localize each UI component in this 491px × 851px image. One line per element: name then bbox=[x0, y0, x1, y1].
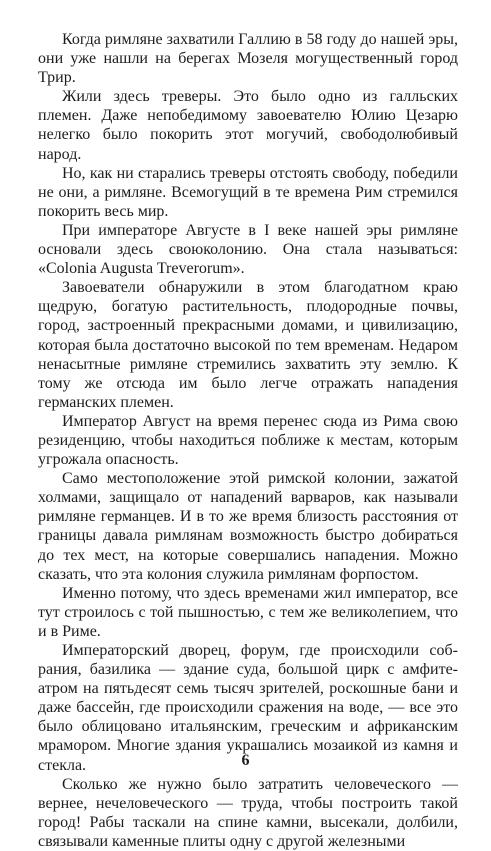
paragraph-9: Императорский дворец, форум, где происходили собрания, базилика — здание суда, большой цирк с амфитеатром на пятьдесят семь тысяч зрителей, роскошные бани и даже бассейн, где происходили сражения на воде, — все это было облицовано итальянским, греческим и африканским мрамором. Многие здания украшались мозаикой из камня и стекла. bbox=[38, 642, 458, 774]
paragraph-10: Сколько же нужно было затратить человеческого — вернее, нечеловеческого — труда, чтобы построить такой город! Рабы таскали на спине камни, высекали, долбили, связывали каменные плиты одну с другой железными bbox=[38, 775, 458, 850]
paragraph-2: Жили здесь треверы. Это было одно из галльских племен. Даже непобедимому завоевателю Юлию Цезарю нелегко было покорить этот могучий, свободолюбивый народ. bbox=[38, 88, 458, 163]
page-number: 6 bbox=[241, 752, 250, 769]
paragraph-7: Само местоположение этой римской колонии, зажатой холмами, защищало от нападений варваров, как называли римляне германцев. И в то же время близость расстояния от границы давала римлянам возможность быстро добираться до тех мест, на которые совершались нападения. Можно сказать, что эта колония служила римлянам форпостом. bbox=[38, 470, 458, 583]
paragraph-3: Но, как ни старались треверы отстоять свободу, победили не они, а римляне. Всемогущий в те времена Рим стремился покорить весь мир. bbox=[38, 164, 458, 220]
page-body bbox=[38, 30, 458, 851]
paragraph-4: При императоре Августе в I веке нашей эры римляне основали здесь своюколонию. Она стала называться: «Colonia Augusta Treverorum». bbox=[38, 221, 458, 278]
paragraph-8: Именно потому, что здесь временами жил император, все тут строилось с той пышностью, с тем же великолепием, что и в Риме. bbox=[38, 584, 458, 640]
paragraph-1: Когда римляне захватили Галлию в 58 году до нашей эры, они уже нашли на берегах Мозеля могущественный город Трир. bbox=[38, 31, 458, 87]
paragraph-6: Император Август на время перенес сюда из Рима свою резиденцию, чтобы находиться поближе к местам, которым угрожала опасность. bbox=[38, 412, 458, 469]
paragraph-5: Завоеватели обнаружили в этом благодатном краю щедрую, богатую растительность, плодородные почвы, город, застроенный прекрасными домами, и цивилизацию, которая была достаточно высокой по тем временам. Недаром ненасытные римляне стремились захватить эту землю. К тому же отсюда им было легче отражать нападения германских племен. bbox=[38, 279, 458, 411]
